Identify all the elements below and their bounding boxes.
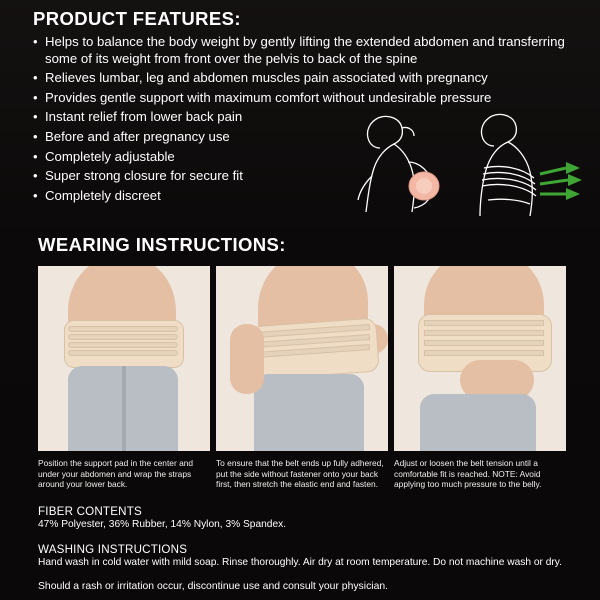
feature-item-4-text: Instant relief from lower back pain [45,109,243,125]
feature-item-6 [33,149,365,166]
washing-instructions-section [38,543,578,570]
tension-arrow-icon [540,168,568,194]
pants-seam [122,366,126,451]
bullet-icon: • [33,89,38,105]
step-1-photo [38,266,210,451]
belt-stripe [68,334,178,340]
bullet-icon: • [33,34,38,49]
support-pad-inner-icon [416,178,432,194]
feature-item-5-text: Before and after pregnancy use [45,128,230,144]
step-3-caption: Adjust or loosen the belt tension until a comfortable fit is reached. NOTE: Avoid applying too much pressure to the belly. [394,458,542,490]
arrow-head-icon [566,162,582,200]
feature-item-1-text: Helps to balance the body weight by gently lifting the extended abdomen and transferring some of its weight from front over the pelvis to back of the spine [45,34,565,66]
illustration-svg [342,112,592,222]
pregnant-figure-with-belt-arrows [480,114,536,216]
belt-stripe [424,340,544,346]
feature-item-8-text: Completely discreet [45,187,161,203]
arm-shape [230,324,264,394]
fiber-contents-section [38,505,578,532]
step-3-photo [394,266,566,451]
belt-stripe [424,350,544,356]
bullet-icon: • [33,187,38,203]
warning-section [38,581,578,594]
feature-item-4 [33,109,365,126]
wearing-instructions-photos [38,266,566,451]
feature-item-1 [33,34,575,67]
feature-item-3-text: Provides gentle support with maximum comfort without undesirable pressure [45,89,492,105]
product-features-title: PRODUCT FEATURES: [33,8,241,29]
washing-instructions-title: WASHING INSTRUCTIONS [38,543,188,556]
feature-item-8 [33,188,365,205]
feature-item-2 [33,70,575,87]
warning-body: Should a rash or irritation occur, discontinue use and consult your physician. [38,581,389,592]
feature-item-5 [33,129,365,146]
photo-captions [38,458,566,490]
pants-shape [420,394,536,451]
belt-stripe [424,320,544,326]
feature-item-7-text: Super strong closure for secure fit [45,168,243,184]
belt-stripe [424,330,544,336]
step-1-caption: Position the support pad in the center and under your abdomen and wrap the straps around your lower back. [38,458,194,490]
belt-stripe [68,342,178,348]
bullet-icon: • [33,128,38,144]
bullet-icon: • [33,70,38,86]
feature-item-6-text: Completely adjustable [45,148,175,164]
belt-stripe [68,326,178,332]
step-2-photo [216,266,388,451]
feature-item-7 [33,168,365,185]
fiber-contents-body: 47% Polyester, 36% Rubber, 14% Nylon, 3% Spandex. [38,519,287,530]
bullet-icon: • [33,148,38,164]
pants-shape [254,374,364,451]
washing-instructions-body: Hand wash in cold water with mild soap. Rinse thoroughly. Air dry at room temperature. Do not machine wash or dry. [38,557,562,568]
feature-item-2-text: Relieves lumbar, leg and abdomen muscles pain associated with pregnancy [45,70,488,86]
feature-item-3 [33,90,575,107]
bullet-icon: • [33,168,38,184]
step-2-caption: To ensure that the belt ends up fully adhered, put the side without fastener onto your back first, then stretch the elastic end and fasten. [216,458,384,490]
belt-usage-illustration [342,112,592,222]
belt-stripe [68,350,178,356]
fiber-contents-title: FIBER CONTENTS [38,505,142,518]
wearing-instructions-title: WEARING INSTRUCTIONS: [38,234,286,255]
bullet-icon: • [33,109,38,125]
